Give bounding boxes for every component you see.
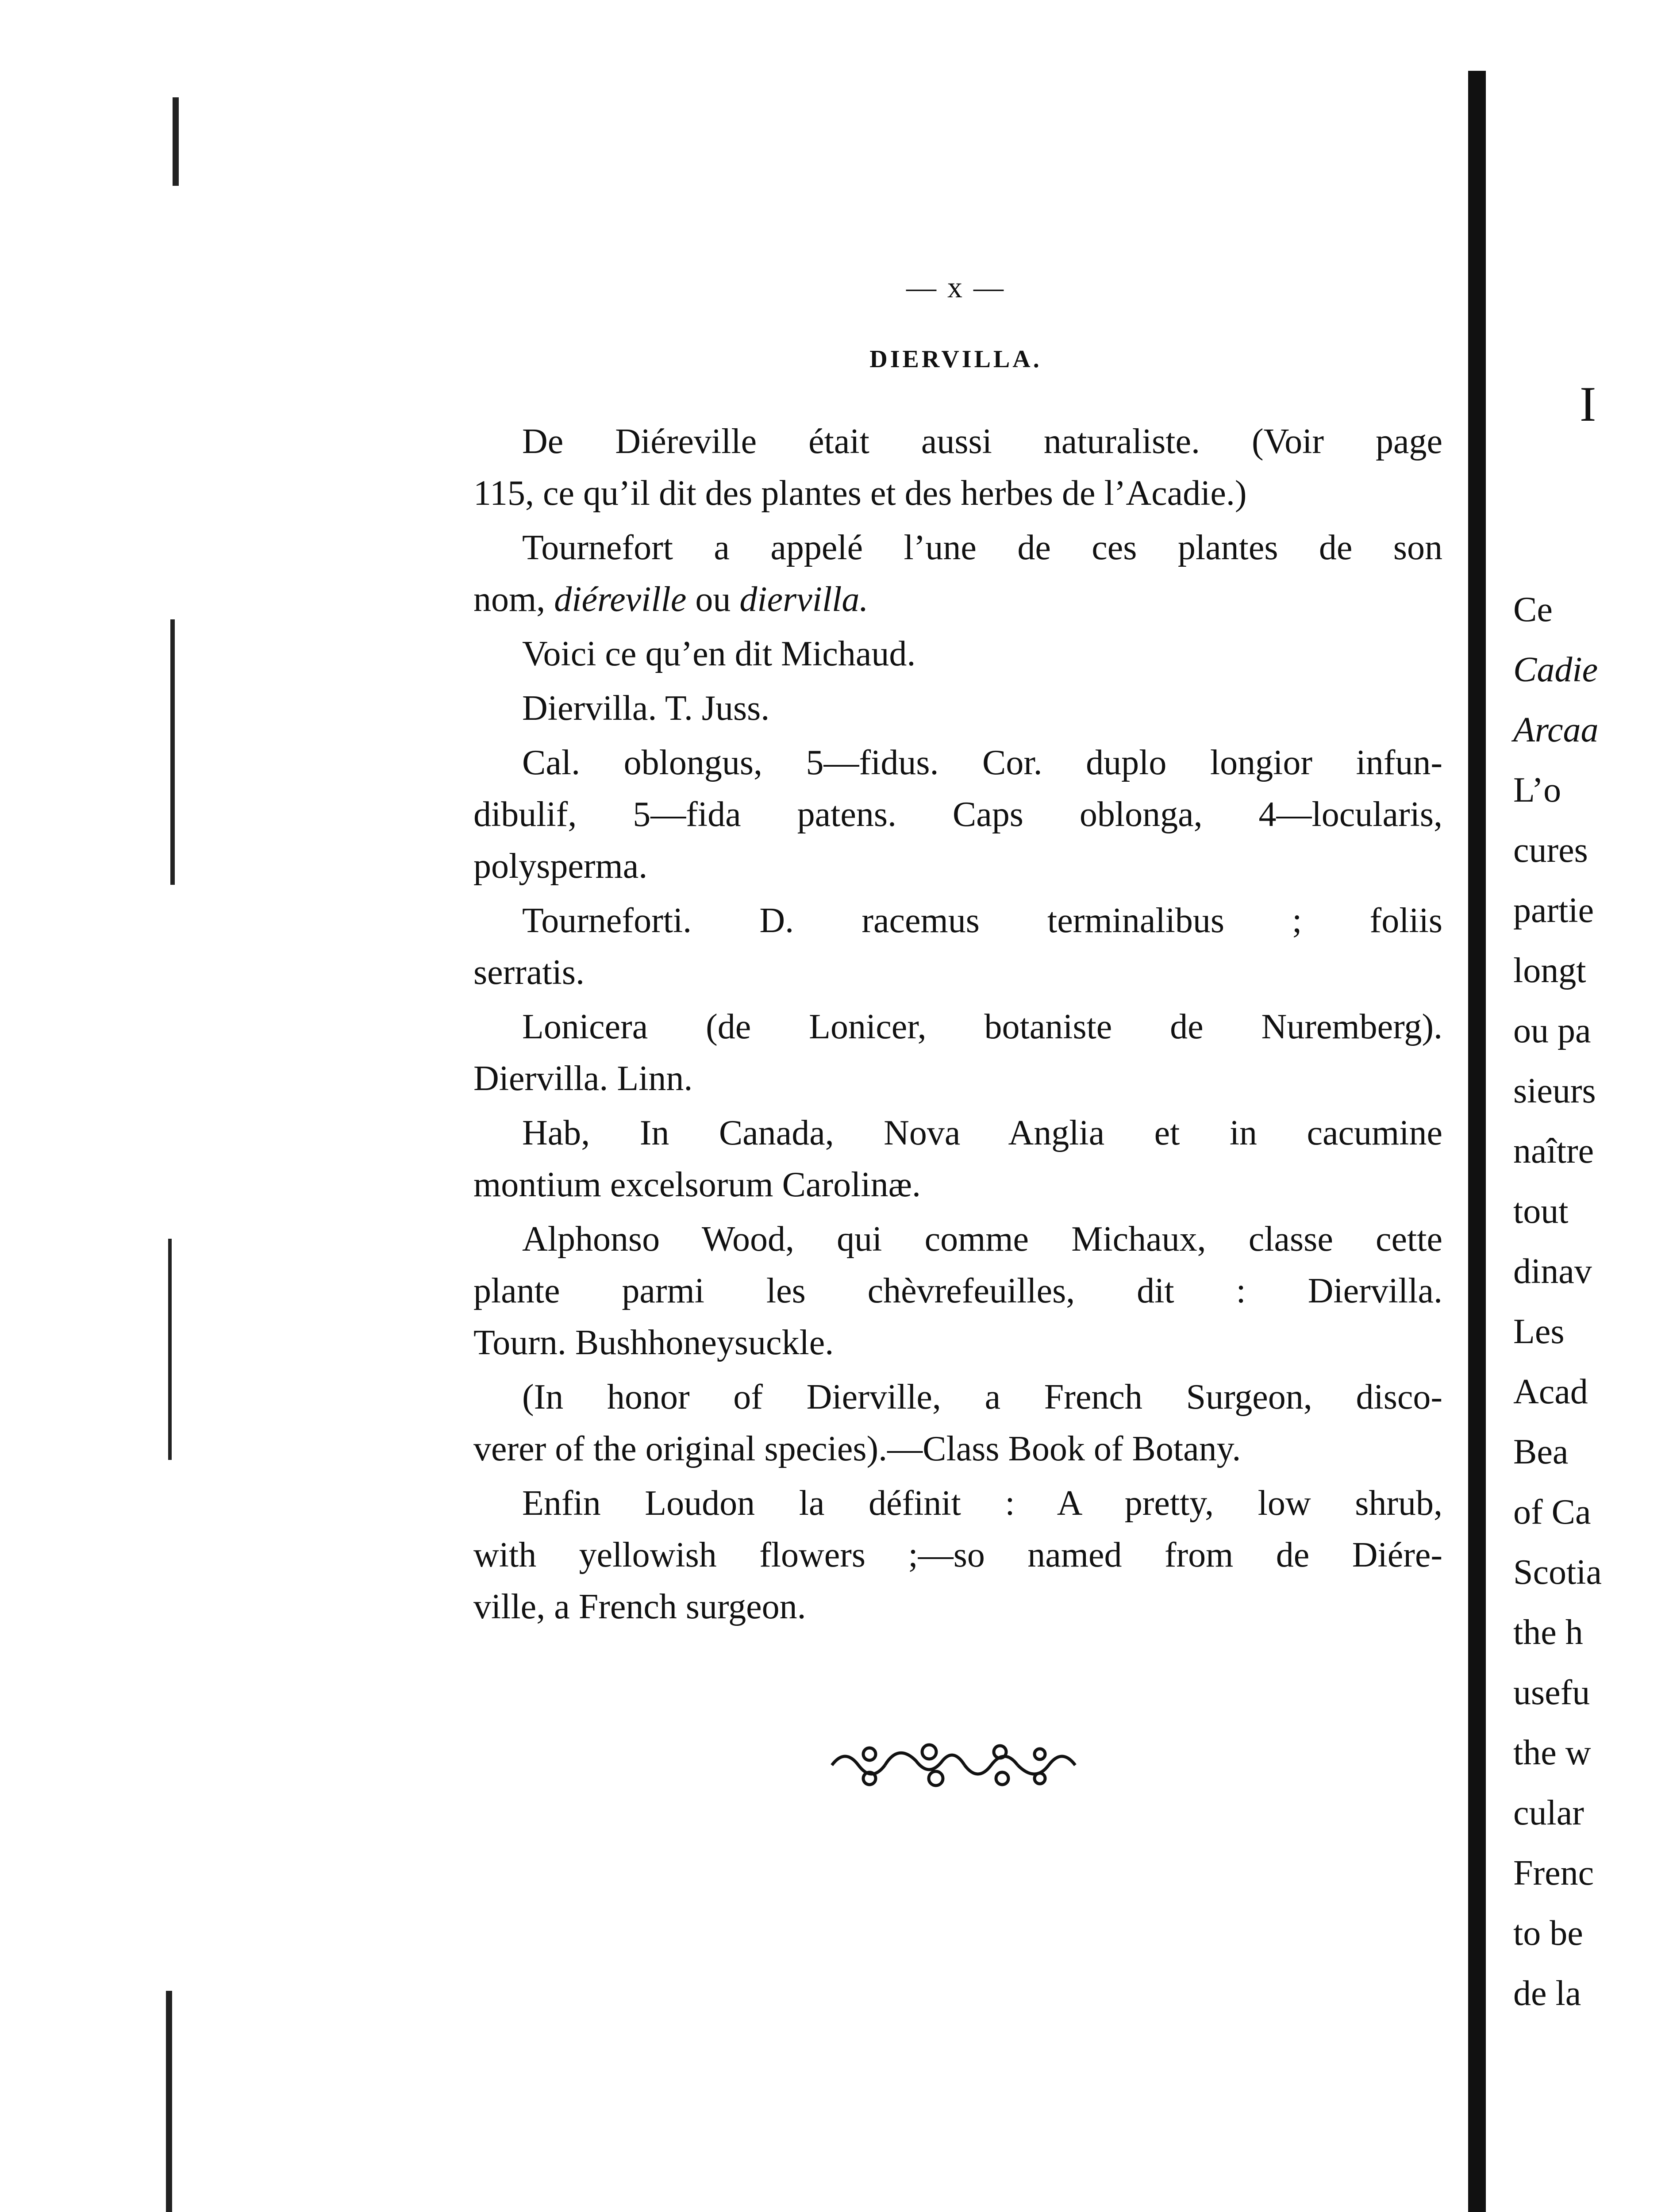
adjacent-text-line: cures: [1513, 831, 1588, 870]
text-line: Cal. oblongus, 5—fidus. Cor. duplo longior infun-: [522, 743, 1442, 782]
text-line: Alphonso Wood, qui comme Michaux, classe cette: [522, 1220, 1442, 1259]
text-line: Tourn. Bushhoneysuckle.: [473, 1323, 834, 1362]
adjacent-text-line: Bea: [1513, 1432, 1569, 1471]
text-line: dibulif, 5—fida patens. Caps oblonga, 4—locularis,: [473, 795, 1442, 834]
text-line: Diervilla. Linn.: [473, 1059, 693, 1098]
text-line: Voici ce qu’en dit Michaud.: [522, 634, 916, 673]
adjacent-text-line: sieurs: [1513, 1071, 1596, 1110]
text-line: montium excelsorum Carolinæ.: [473, 1165, 921, 1204]
text-line: verer of the original species).—Class Book of Botany.: [473, 1429, 1241, 1468]
adjacent-text-line: Arcaa: [1513, 710, 1599, 749]
adjacent-text-line: Les: [1513, 1312, 1565, 1351]
text-line: nom, diéreville ou diervilla.: [473, 580, 869, 619]
adjacent-text-line: of Ca: [1513, 1493, 1591, 1532]
text-line: Diervilla. T. Juss.: [522, 689, 770, 728]
adjacent-text-line: Frenc: [1513, 1854, 1594, 1893]
text-line: 115, ce qu’il dit des plantes et des herbes de l’Acadie.): [473, 474, 1247, 513]
adjacent-page-initial: I: [1580, 377, 1596, 432]
adjacent-text-line: the h: [1513, 1613, 1583, 1652]
adjacent-text-line: to be: [1513, 1914, 1583, 1953]
text-line: Lonicera (de Lonicer, botaniste de Nuremberg).: [522, 1007, 1442, 1046]
adjacent-text-line: de la: [1513, 1974, 1581, 2013]
text-line: Tourneforti. D. racemus terminalibus ; foliis: [522, 901, 1442, 940]
adjacent-text-line: tout: [1513, 1192, 1569, 1231]
adjacent-text-line: Acad: [1513, 1372, 1588, 1411]
text-line: with yellowish flowers ;—so named from de Diére-: [473, 1536, 1442, 1575]
adjacent-text-line: the w: [1513, 1733, 1591, 1772]
text-line: Tournefort a appelé l’une de ces plantes de son: [522, 528, 1442, 567]
adjacent-text-line: longt: [1513, 951, 1586, 990]
adjacent-text-line: usefu: [1513, 1673, 1590, 1712]
adjacent-text-line: naître: [1513, 1132, 1594, 1171]
scan-edge-mark: [170, 619, 175, 885]
adjacent-text-line: L’o: [1513, 771, 1561, 810]
text-line: Enfin Loudon la définit : A pretty, low shrub,: [522, 1484, 1442, 1523]
adjacent-text-line: ou pa: [1513, 1011, 1591, 1050]
adjacent-text-line: Cadie: [1513, 650, 1598, 689]
scan-edge-mark: [168, 1239, 172, 1460]
text-line: Hab, In Canada, Nova Anglia et in cacumine: [522, 1114, 1442, 1152]
scan-edge-mark: [166, 1991, 172, 2212]
adjacent-text-line: dinav: [1513, 1252, 1592, 1291]
text-line: (In honor of Dierville, a French Surgeon, disco-: [522, 1378, 1442, 1417]
body-text: [473, 416, 1442, 1636]
adjacent-text-line: Ce: [1513, 590, 1553, 629]
text-line: De Diéreville était aussi naturaliste. (Voir page: [522, 422, 1442, 461]
section-title: DIERVILLA.: [869, 346, 1042, 373]
text-line: serratis.: [473, 953, 585, 992]
ornament-icon: [827, 1734, 1080, 1796]
adjacent-page-text: [1513, 580, 1602, 2024]
adjacent-text-line: partie: [1513, 891, 1594, 930]
page-gutter-rule: [1468, 71, 1486, 2212]
text-line: ville, a French surgeon.: [473, 1587, 806, 1626]
adjacent-text-line: cular: [1513, 1793, 1584, 1832]
scan-edge-mark: [173, 97, 179, 186]
adjacent-text-line: Scotia: [1513, 1553, 1602, 1592]
text-line: polysperma.: [473, 847, 648, 886]
text-line: plante parmi les chèvrefeuilles, dit : Diervilla.: [473, 1271, 1442, 1310]
page-number: — x —: [906, 270, 1005, 304]
